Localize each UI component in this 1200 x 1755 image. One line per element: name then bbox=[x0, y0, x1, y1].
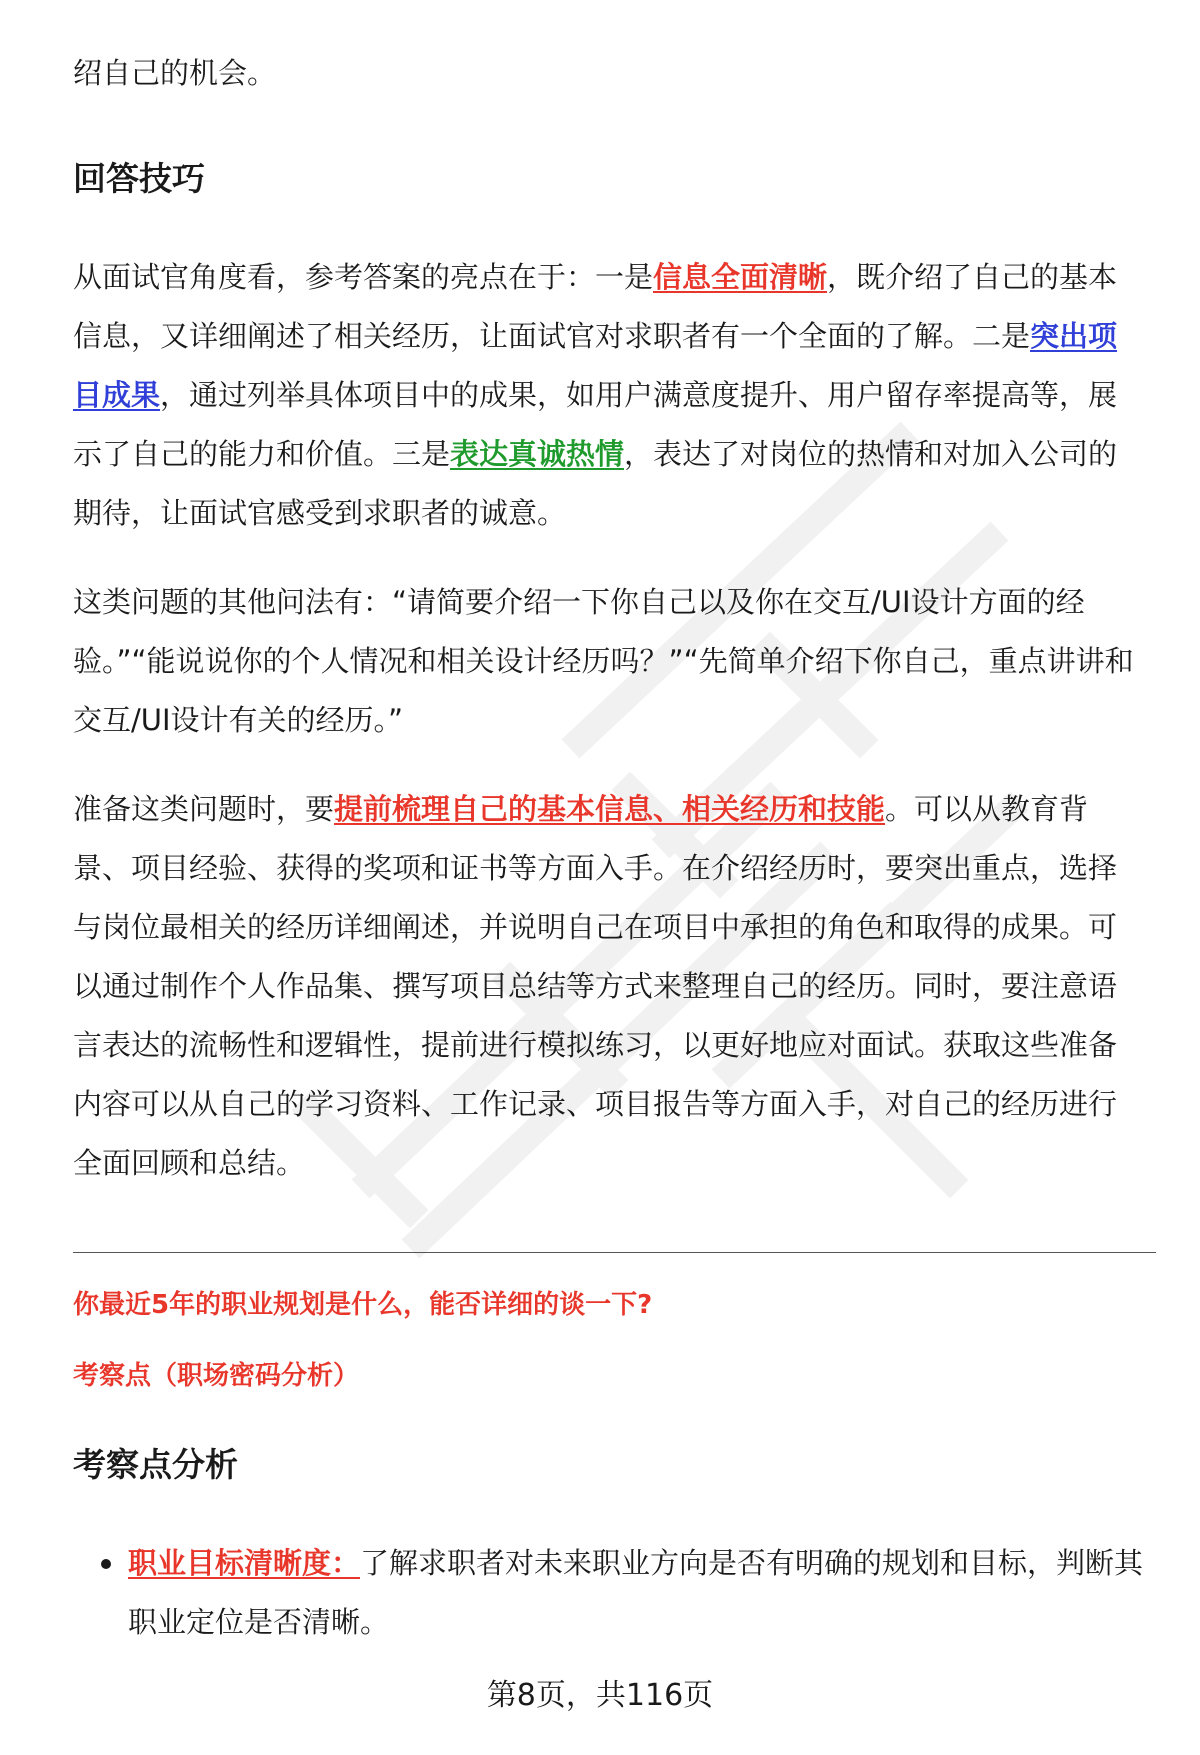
intro-tail-paragraph bbox=[73, 44, 1143, 103]
bullet-text: 了解求职者对未来职业方向是否有明确的规划和目标，判断其职业定位是否清晰。 bbox=[128, 1546, 1144, 1639]
intro-tail-text: 绍自己的机会。 bbox=[73, 56, 277, 90]
tips-p3-text-a: 准备这类问题时，要 bbox=[73, 792, 335, 826]
tips-p1-text-d: ，表达了对岗位的热情和对加入公司的期待，让面试官感受到求职者的诚意。 bbox=[73, 437, 1118, 530]
highlight-prepare-info: 提前梳理自己的基本信息、相关经历和技能 bbox=[334, 792, 886, 826]
highlight-project-results: 突出项目成果 bbox=[73, 319, 1118, 412]
bullet-dot-icon bbox=[101, 1559, 111, 1569]
highlight-sincere-enthusiasm: 表达真诚热情 bbox=[450, 437, 625, 471]
section-divider bbox=[73, 1252, 1156, 1253]
tips-p2-text: 这类问题的其他问法有：“请简要介绍一下你自己以及你在交互/UI设计方面的经验。”“能说说你的个人情况和相关设计经历吗？”“先简单介绍下你自己，重点讲讲和交互/UI设计有关的经历。” bbox=[73, 585, 1134, 737]
tips-paragraph-3 bbox=[73, 780, 1143, 1193]
tips-p1-text-b: ，既介绍了自己的基本信息，又详细阐述了相关经历，让面试官对求职者有一个全面的了解。二是 bbox=[73, 260, 1118, 353]
tips-paragraph-1 bbox=[73, 248, 1143, 543]
question-title: 你最近5年的职业规划是什么，能否详细的谈一下? bbox=[73, 1290, 653, 1320]
question-subtitle: 考察点（职场密码分析） bbox=[73, 1361, 360, 1391]
bullet-item-career-goal bbox=[128, 1534, 1148, 1652]
tips-heading: 回答技巧 bbox=[73, 159, 205, 198]
page-footer: 第8页，共116页 bbox=[486, 1678, 714, 1713]
tips-p3-text-b: 。可以从教育背景、项目经验、获得的奖项和证书等方面入手。在介绍经历时，要突出重点，选择与岗位最相关的经历详细阐述，并说明自己在项目中承担的角色和取得的成果。可以通过制作个人作品集、撰写项目总结等方式来整理自己的经历。同时，要注意语言表达的流畅性和逻辑性，提前进行模拟练习，以更好地应对面试。获取这些准备内容可以从自己的学习资料、工作记录、项目报告等方面入手，对自己的经历进行全面回顾和总结。 bbox=[73, 792, 1118, 1180]
highlight-info-clear: 信息全面清晰 bbox=[653, 260, 828, 294]
tips-paragraph-2 bbox=[73, 573, 1143, 750]
tips-p1-text-c: ，通过列举具体项目中的成果，如用户满意度提升、用户留存率提高等，展示了自己的能力和价值。三是 bbox=[73, 378, 1118, 471]
analysis-heading: 考察点分析 bbox=[73, 1445, 238, 1484]
tips-p1-text-a: 从面试官角度看，参考答案的亮点在于：一是 bbox=[73, 260, 654, 294]
bullet-label: 职业目标清晰度： bbox=[128, 1546, 361, 1580]
